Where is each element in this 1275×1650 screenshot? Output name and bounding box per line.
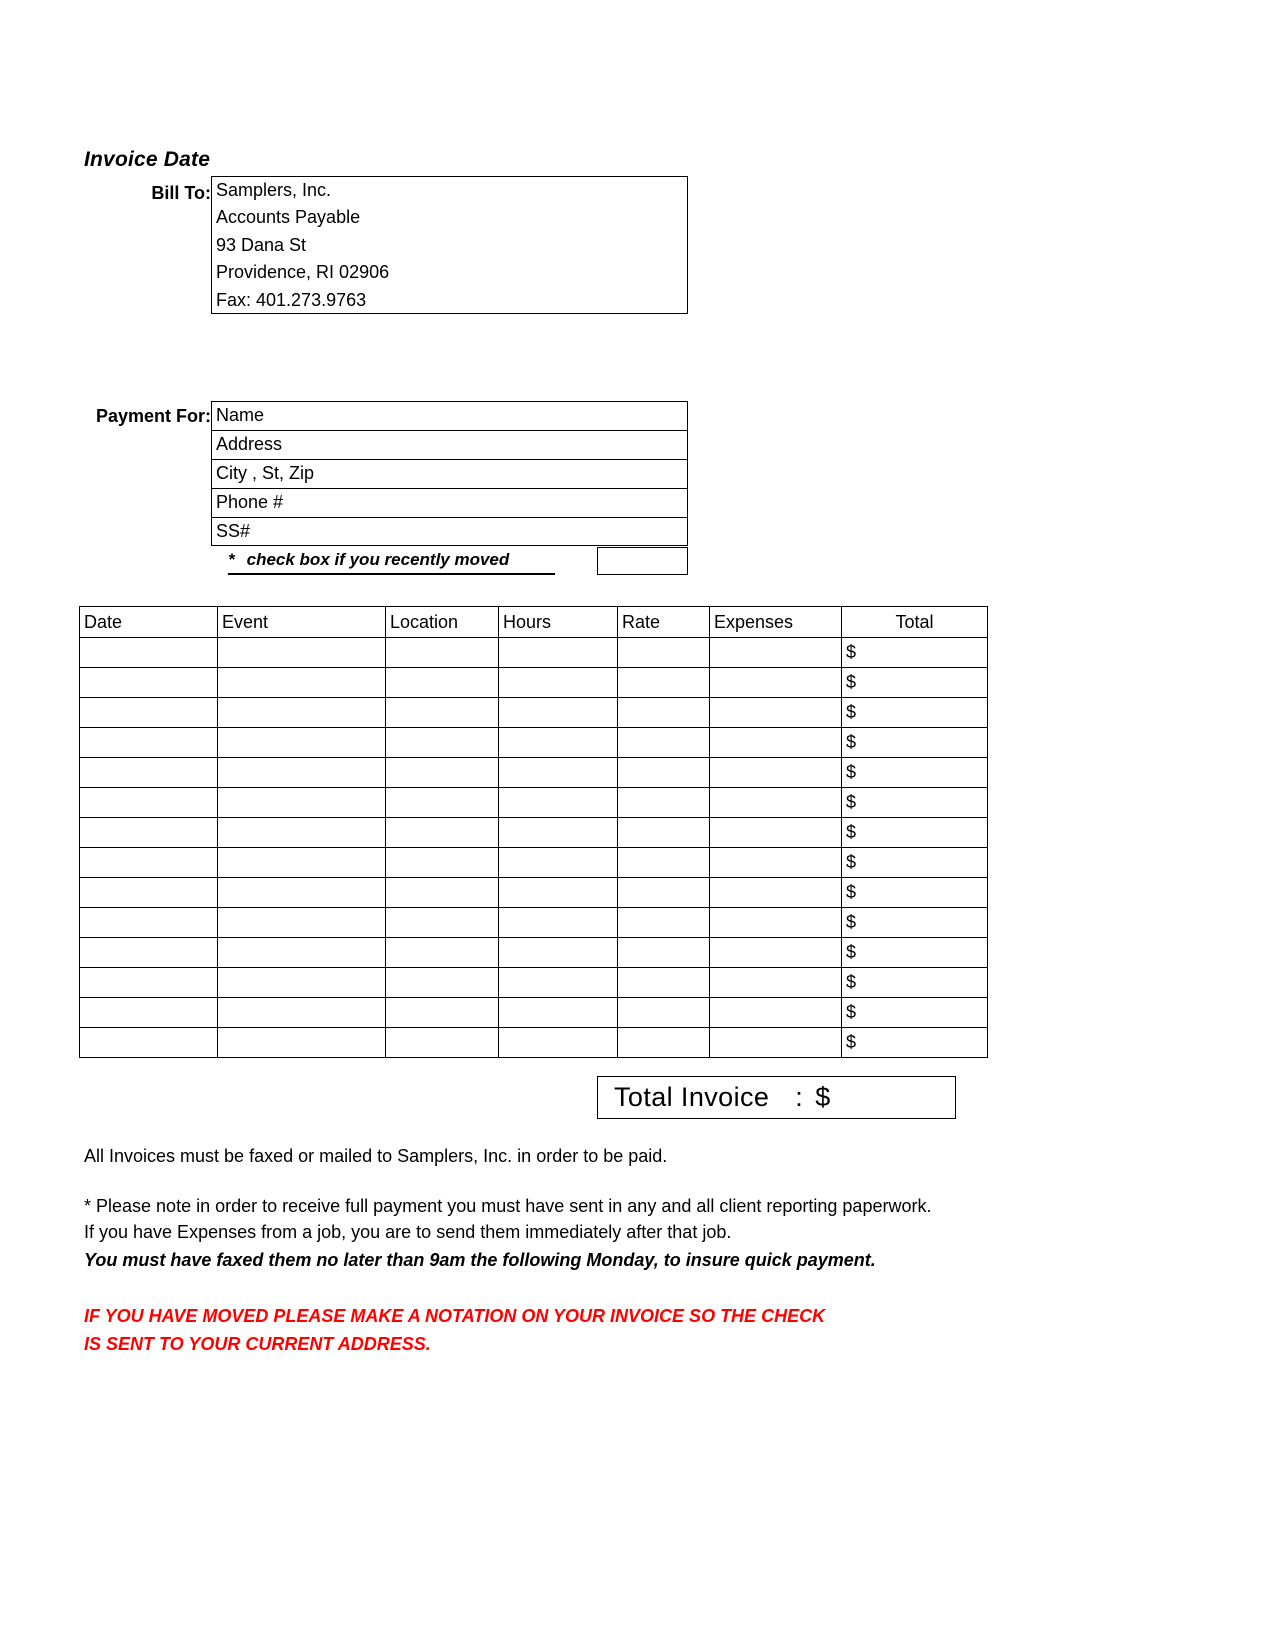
payment-for-label: Payment For: bbox=[95, 406, 211, 426]
cell-rate[interactable] bbox=[618, 788, 710, 818]
cell-hours[interactable] bbox=[499, 668, 618, 698]
table-row bbox=[80, 698, 988, 728]
cell-location[interactable] bbox=[386, 638, 499, 668]
total-invoice-box[interactable] bbox=[597, 1076, 956, 1119]
cell-hours[interactable] bbox=[499, 818, 618, 848]
cell-date[interactable] bbox=[80, 728, 218, 758]
cell-hours[interactable] bbox=[499, 998, 618, 1028]
note-monday-deadline: You must have faxed them no later than 9am the following Monday, to insure quick payment. bbox=[84, 1250, 876, 1270]
cell-date[interactable] bbox=[80, 908, 218, 938]
cell-location[interactable] bbox=[386, 728, 499, 758]
cell-expenses[interactable] bbox=[710, 728, 842, 758]
cell-total[interactable]: $ bbox=[842, 758, 988, 788]
recently-moved-checkbox[interactable] bbox=[597, 547, 688, 575]
cell-expenses[interactable] bbox=[710, 908, 842, 938]
table-row bbox=[80, 968, 988, 998]
note-expenses: If you have Expenses from a job, you are to send them immediately after that job. bbox=[84, 1222, 732, 1242]
cell-date[interactable] bbox=[80, 1028, 218, 1058]
cell-rate[interactable] bbox=[618, 758, 710, 788]
invoice-line-items-table bbox=[79, 606, 988, 1058]
cell-location[interactable] bbox=[386, 668, 499, 698]
cell-rate[interactable] bbox=[618, 668, 710, 698]
cell-location[interactable] bbox=[386, 848, 499, 878]
cell-expenses[interactable] bbox=[710, 698, 842, 728]
cell-date[interactable] bbox=[80, 638, 218, 668]
cell-rate[interactable] bbox=[618, 728, 710, 758]
moved-warning-line-1: IF YOU HAVE MOVED PLEASE MAKE A NOTATION ON YOUR INVOICE SO THE CHECK bbox=[84, 1306, 826, 1326]
bill-to-line: Accounts Payable bbox=[216, 207, 361, 228]
total-invoice-currency: $ bbox=[815, 1082, 831, 1112]
cell-expenses[interactable] bbox=[710, 848, 842, 878]
column-header-total: Total bbox=[842, 607, 988, 638]
table-header-row bbox=[80, 607, 988, 638]
cell-expenses[interactable] bbox=[710, 938, 842, 968]
cell-date[interactable] bbox=[80, 668, 218, 698]
cell-date[interactable] bbox=[80, 698, 218, 728]
column-header-expenses: Expenses bbox=[710, 607, 842, 638]
cell-location[interactable] bbox=[386, 818, 499, 848]
cell-hours[interactable] bbox=[499, 848, 618, 878]
cell-total[interactable]: $ bbox=[842, 638, 988, 668]
cell-hours[interactable] bbox=[499, 728, 618, 758]
cell-total[interactable]: $ bbox=[842, 788, 988, 818]
cell-rate[interactable] bbox=[618, 638, 710, 668]
cell-event[interactable] bbox=[218, 878, 386, 908]
cell-date[interactable] bbox=[80, 818, 218, 848]
cell-total[interactable]: $ bbox=[842, 698, 988, 728]
cell-rate[interactable] bbox=[618, 698, 710, 728]
payment-for-field-address[interactable]: Address bbox=[211, 430, 688, 459]
cell-rate[interactable] bbox=[618, 848, 710, 878]
cell-hours[interactable] bbox=[499, 938, 618, 968]
column-header-date: Date bbox=[80, 607, 218, 638]
bill-to-line: Providence, RI 02906 bbox=[216, 262, 390, 283]
cell-expenses[interactable] bbox=[710, 1028, 842, 1058]
cell-hours[interactable] bbox=[499, 878, 618, 908]
table-row bbox=[80, 818, 988, 848]
table-row bbox=[80, 998, 988, 1028]
column-header-rate: Rate bbox=[618, 607, 710, 638]
cell-location[interactable] bbox=[386, 998, 499, 1028]
cell-date[interactable] bbox=[80, 968, 218, 998]
asterisk-icon: * bbox=[228, 550, 235, 569]
cell-date[interactable] bbox=[80, 788, 218, 818]
cell-rate[interactable] bbox=[618, 938, 710, 968]
cell-event[interactable] bbox=[218, 788, 386, 818]
cell-total[interactable]: $ bbox=[842, 938, 988, 968]
cell-expenses[interactable] bbox=[710, 998, 842, 1028]
bill-to-line: Samplers, Inc. bbox=[216, 180, 332, 200]
column-header-location: Location bbox=[386, 607, 499, 638]
cell-event[interactable] bbox=[218, 818, 386, 848]
payment-for-field-city[interactable]: City , St, Zip bbox=[211, 459, 688, 488]
bill-to-line: 93 Dana St bbox=[216, 234, 307, 255]
moved-warning-line-2: IS SENT TO YOUR CURRENT ADDRESS. bbox=[84, 1334, 431, 1354]
cell-rate[interactable] bbox=[618, 968, 710, 998]
cell-total[interactable]: $ bbox=[842, 998, 988, 1028]
cell-total[interactable]: $ bbox=[842, 818, 988, 848]
table-row bbox=[80, 878, 988, 908]
cell-hours[interactable] bbox=[499, 788, 618, 818]
cell-event[interactable] bbox=[218, 758, 386, 788]
cell-location[interactable] bbox=[386, 1028, 499, 1058]
table-row bbox=[80, 848, 988, 878]
cell-expenses[interactable] bbox=[710, 668, 842, 698]
payment-for-field-phone[interactable]: Phone # bbox=[211, 488, 688, 517]
cell-total[interactable]: $ bbox=[842, 728, 988, 758]
cell-event[interactable] bbox=[218, 908, 386, 938]
table-row bbox=[80, 728, 988, 758]
total-invoice-label: Total Invoice bbox=[614, 1082, 770, 1112]
bill-to-label: Bill To: bbox=[151, 183, 211, 203]
cell-hours[interactable] bbox=[499, 698, 618, 728]
cell-hours[interactable] bbox=[499, 638, 618, 668]
cell-date[interactable] bbox=[80, 878, 218, 908]
cell-expenses[interactable] bbox=[710, 818, 842, 848]
cell-total[interactable]: $ bbox=[842, 1028, 988, 1058]
cell-total[interactable]: $ bbox=[842, 908, 988, 938]
table-row bbox=[80, 638, 988, 668]
recently-moved-note-label: check box if you recently moved bbox=[246, 550, 510, 569]
cell-event[interactable] bbox=[218, 968, 386, 998]
cell-event[interactable] bbox=[218, 938, 386, 968]
table-row bbox=[80, 908, 988, 938]
cell-hours[interactable] bbox=[499, 758, 618, 788]
table-row bbox=[80, 758, 988, 788]
cell-hours[interactable] bbox=[499, 1028, 618, 1058]
page-title: Invoice Date bbox=[84, 148, 211, 171]
cell-event[interactable] bbox=[218, 668, 386, 698]
cell-event[interactable] bbox=[218, 638, 386, 668]
cell-rate[interactable] bbox=[618, 818, 710, 848]
cell-rate[interactable] bbox=[618, 908, 710, 938]
cell-date[interactable] bbox=[80, 848, 218, 878]
cell-hours[interactable] bbox=[499, 968, 618, 998]
cell-expenses[interactable] bbox=[710, 638, 842, 668]
cell-location[interactable] bbox=[386, 698, 499, 728]
cell-event[interactable] bbox=[218, 728, 386, 758]
cell-rate[interactable] bbox=[618, 998, 710, 1028]
cell-date[interactable] bbox=[80, 998, 218, 1028]
cell-total[interactable]: $ bbox=[842, 968, 988, 998]
table-row bbox=[80, 788, 988, 818]
payment-for-field-name[interactable]: Name bbox=[211, 401, 688, 430]
bill-to-box bbox=[211, 176, 688, 314]
table-row bbox=[80, 668, 988, 698]
cell-location[interactable] bbox=[386, 968, 499, 998]
cell-location[interactable] bbox=[386, 908, 499, 938]
cell-expenses[interactable] bbox=[710, 758, 842, 788]
cell-date[interactable] bbox=[80, 938, 218, 968]
cell-expenses[interactable] bbox=[710, 878, 842, 908]
cell-location[interactable] bbox=[386, 758, 499, 788]
cell-event[interactable] bbox=[218, 998, 386, 1028]
cell-date[interactable] bbox=[80, 758, 218, 788]
cell-event[interactable] bbox=[218, 1028, 386, 1058]
cell-total[interactable]: $ bbox=[842, 878, 988, 908]
payment-for-field-ssn[interactable]: SS# bbox=[211, 517, 688, 546]
payment-for-box bbox=[211, 401, 688, 546]
cell-total[interactable]: $ bbox=[842, 668, 988, 698]
cell-expenses[interactable] bbox=[710, 788, 842, 818]
cell-rate[interactable] bbox=[618, 1028, 710, 1058]
recently-moved-note bbox=[228, 550, 555, 575]
note-please-note: * Please note in order to receive full payment you must have sent in any and all client reporting paperwork. bbox=[84, 1196, 932, 1216]
bill-to-line: Fax: 401.273.9763 bbox=[216, 289, 367, 310]
total-invoice-separator: : bbox=[795, 1082, 804, 1112]
cell-hours[interactable] bbox=[499, 908, 618, 938]
table-row bbox=[80, 1028, 988, 1058]
table-body bbox=[80, 638, 988, 1058]
cell-event[interactable] bbox=[218, 848, 386, 878]
cell-event[interactable] bbox=[218, 698, 386, 728]
cell-total[interactable]: $ bbox=[842, 848, 988, 878]
cell-location[interactable] bbox=[386, 788, 499, 818]
table-row bbox=[80, 938, 988, 968]
cell-expenses[interactable] bbox=[710, 968, 842, 998]
cell-rate[interactable] bbox=[618, 878, 710, 908]
note-faxed-or-mailed: All Invoices must be faxed or mailed to Samplers, Inc. in order to be paid. bbox=[84, 1146, 668, 1166]
cell-location[interactable] bbox=[386, 878, 499, 908]
column-header-event: Event bbox=[218, 607, 386, 638]
total-invoice-text bbox=[598, 1082, 831, 1113]
cell-location[interactable] bbox=[386, 938, 499, 968]
column-header-hours: Hours bbox=[499, 607, 618, 638]
